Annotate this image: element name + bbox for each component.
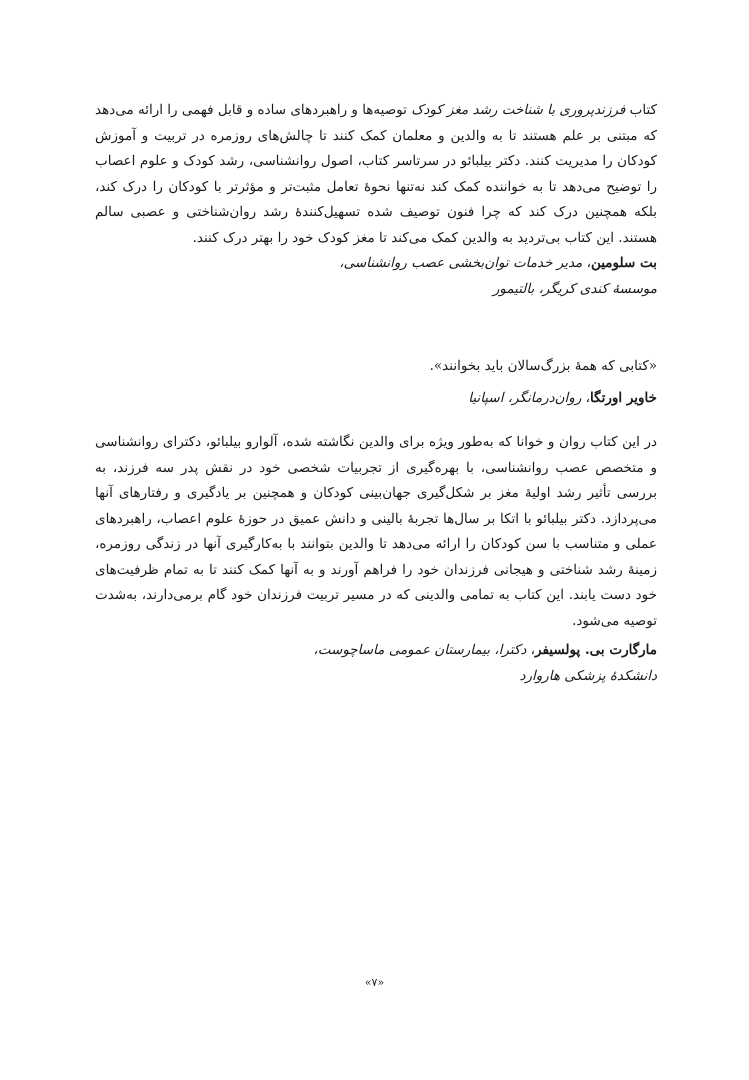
author-name: مارگارت بی. پولسیفر: [535, 642, 657, 658]
book-title: فرزندپروری با شناخت رشد مغز کودک: [411, 102, 626, 118]
author-name: بت سلومین: [590, 255, 657, 271]
comma: ،: [581, 389, 590, 406]
endorsement-1-text: [95, 98, 657, 251]
author-affiliation: دانشکدهٔ پزشکی هاروارد: [519, 667, 657, 684]
endorsement-1-attribution: [95, 251, 657, 277]
endorsement-1: [95, 98, 657, 302]
author-role: روان‌درمانگر، اسپانیا: [468, 389, 582, 406]
endorsement-2-attribution: [95, 386, 657, 412]
author-role: مدیر خدمات توان‌بخشی عصب روانشناسی،: [339, 255, 583, 271]
author-affiliation: موسسهٔ کندی کریگر، بالتیمور: [492, 280, 657, 297]
endorsement-3-attribution: [95, 638, 657, 664]
comma: ،: [582, 255, 591, 271]
endorsement-3-text: در این کتاب روان و خوانا که به‌طور ویژه برای والدین نگاشته شده، آلوارو بیلبائو، دکترای روانشناسی و متخصص عصب روانشناسی، با بهره‌گیری از تجربیات شخصی خود در نقش پدر سه فرزند، به بررسی تأثیر رشد اولیهٔ مغز بر شکل‌گیری جهان‌بینی کودکان و همچنین بر یادگیری و رفتارهای آنها می‌پردازد. دکتر بیلبائو با اتکا بر سال‌ها تجربهٔ بالینی و دانش عمیق در حوزهٔ علوم اعصاب، راهبردهای عملی و متناسب با سن کودکان را ارائه می‌دهد تا والدین بتوانند با به‌کارگیری آنها در زندگی روزمره، زمینهٔ رشد شناختی و هیجانی فرزندان خود را فراهم آورند و به آنها کمک کنند تا به تمام ظرفیت‌های خود دست یابند. این کتاب به تمامی والدینی که در مسیر تربیت فرزندان خود گام برمی‌دارند، به‌شدت توصیه می‌شود.: [95, 434, 657, 629]
endorsement-2: [95, 354, 657, 411]
endorsement-3: [95, 430, 657, 689]
text-fragment: توصیه‌ها و راهبردهای ساده و قابل فهمی را ارائه می‌دهد که مبتنی بر علم هستند تا به والدین و معلمان کمک کنند تا چالش‌های روزمره در تربیت و آموزش کودکان را مدیریت کنند. دکتر بیلبائو در سرتاسر کتاب، اصول روانشناسی، رشد کودک و علوم اعصاب را توضیح می‌دهد تا به خواننده کمک کند نه‌تنها نحوهٔ تعامل مثبت‌تر و مؤثرتر با کودکان را درک کند، بلکه همچنین درک کند که چرا فنون توصیف شده تسهیل‌کنندهٔ رشد روان‌شناختی و عصبی سالم هستند. این کتاب بی‌تردید به والدین کمک می‌کند تا مغز کودک خود را بهتر درک کنند.: [95, 102, 657, 246]
author-name: خاویر اورتگا: [590, 389, 657, 406]
comma: ،: [526, 642, 536, 658]
author-role: دکترا، بیمارستان عمومی ماساچوست،: [313, 642, 527, 658]
endorsement-1-affiliation: [95, 277, 657, 303]
text-fragment: کتاب: [625, 102, 657, 118]
endorsement-3-affiliation: [95, 664, 657, 690]
page-number: «۷»: [364, 976, 385, 989]
endorsement-2-quote: «کتابی که همهٔ بزرگ‌سالان باید بخوانند».: [429, 358, 657, 374]
